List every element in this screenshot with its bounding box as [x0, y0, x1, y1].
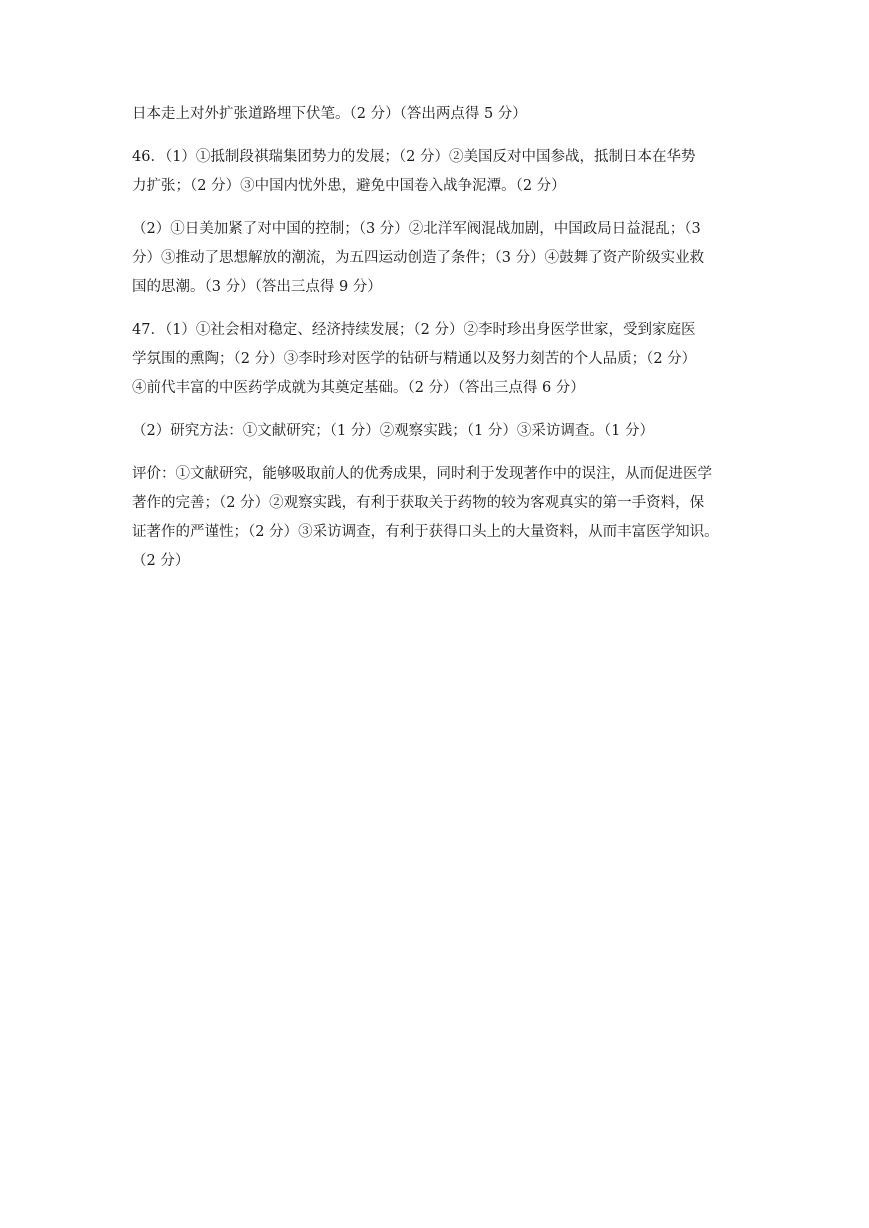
answer-paragraph-47-2 — [132, 417, 744, 446]
text-line: （2 分） — [132, 553, 190, 569]
answer-paragraph-47-1 — [132, 316, 744, 403]
text-line: 学氛围的熏陶；（2 分）③李时珍对医学的钻研与精通以及努力刻苦的个人品质；（2 分） — [132, 351, 697, 367]
text-line: 力扩张；（2 分）③中国内忧外患，避免中国卷入战争泥潭。（2 分） — [132, 178, 566, 194]
text-line: 著作的完善；（2 分）②观察实践，有利于获取关于药物的较为客观真实的第一手资料，保 — [132, 495, 705, 511]
answer-paragraph-47-evaluation — [132, 460, 744, 576]
text-line: （2）研究方法：①文献研究；（1 分）②观察实践；（1 分）③采访调查。（1 分） — [132, 423, 654, 439]
text-line: ④前代丰富的中医药学成就为其奠定基础。（2 分）（答出三点得 6 分） — [132, 380, 585, 396]
text-line: 分）③推动了思想解放的潮流，为五四运动创造了条件；（3 分）④鼓舞了资产阶级实业救 — [132, 250, 705, 266]
text-line: 47．（1）①社会相对稳定、经济持续发展；（2 分）②李时珍出身医学世家，受到家庭医 — [132, 322, 696, 338]
text-line: 日本走上对外扩张道路埋下伏笔。（2 分）（答出两点得 5 分） — [132, 106, 527, 122]
answer-text-body — [132, 100, 744, 590]
text-line: 46．（1）①抵制段祺瑞集团势力的发展；（2 分）②美国反对中国参战，抵制日本在华势 — [132, 149, 696, 165]
text-line: 评价：①文献研究，能够吸取前人的优秀成果，同时利于发现著作中的误注，从而促进医学 — [132, 466, 712, 482]
text-line: （2）①日美加紧了对中国的控制；（3 分）②北洋军阀混战加剧，中国政局日益混乱；（3 — [132, 221, 701, 237]
answer-paragraph-46-1 — [132, 143, 744, 201]
answer-paragraph-46-2 — [132, 215, 744, 302]
answer-paragraph-45-end — [132, 100, 744, 129]
text-line: 国的思潮。（3 分）（答出三点得 9 分） — [132, 279, 382, 295]
text-line: 证著作的严谨性；（2 分）③采访调查，有利于获得口头上的大量资料，从而丰富医学知识。 — [132, 524, 719, 540]
